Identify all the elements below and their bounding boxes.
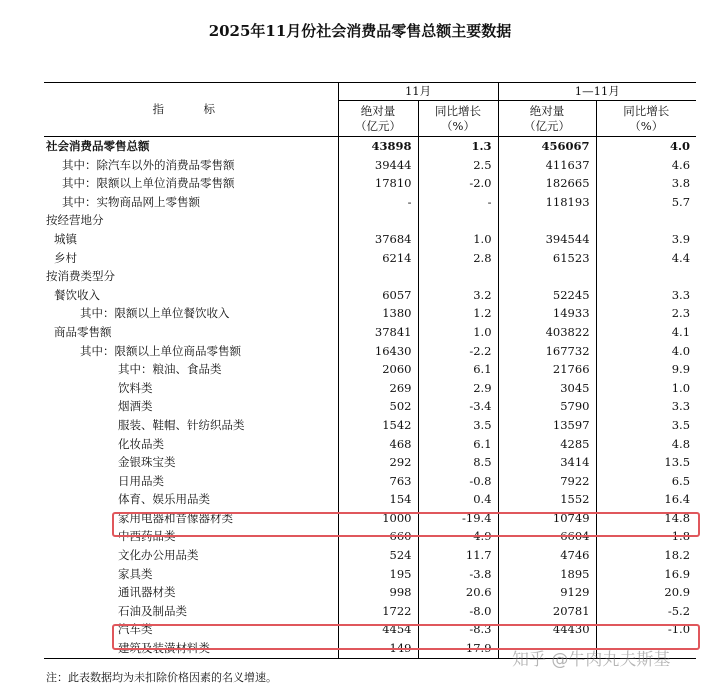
footnote: 注：此表数据均为未扣除价格因素的名义增速。	[46, 671, 277, 684]
ytd-abs-cell: 411637	[498, 156, 596, 175]
month-yoy-cell: 1.3	[418, 137, 498, 156]
row-label: 其中：限额以上单位消费品零售额	[62, 176, 235, 191]
ytd-abs-cell: 1552	[498, 490, 596, 509]
month-abs-cell: 149	[338, 639, 418, 658]
ytd-abs-cell: 167732	[498, 342, 596, 361]
indicator-header: 指 标	[44, 83, 338, 137]
ytd-abs-cell: 3045	[498, 379, 596, 398]
ytd-abs-cell: 9129	[498, 583, 596, 602]
ytd-yoy-cell: 13.5	[596, 453, 696, 472]
ytd-abs-cell: 3414	[498, 453, 596, 472]
month-yoy-cell: 8.5	[418, 453, 498, 472]
month-group-header: 11月	[338, 83, 498, 101]
table-row	[44, 453, 696, 472]
table-row	[44, 416, 696, 435]
month-yoy-cell: 2.9	[418, 379, 498, 398]
month-abs-header: 绝对量 （亿元）	[338, 101, 418, 137]
month-abs-cell: 154	[338, 490, 418, 509]
ytd-abs-cell: 13597	[498, 416, 596, 435]
row-label: 其中：限额以上单位餐饮收入	[80, 306, 230, 321]
row-label: 城镇	[54, 231, 77, 246]
table-row	[44, 156, 696, 175]
month-yoy-cell: -0.8	[418, 472, 498, 491]
table-row	[44, 583, 696, 602]
table-row	[44, 286, 696, 305]
table-row	[44, 267, 696, 286]
row-label: 其中：除汽车以外的消费品零售额	[62, 157, 235, 172]
table-row	[44, 490, 696, 509]
month-abs-cell: 660	[338, 527, 418, 546]
row-label: 饮料类	[118, 380, 153, 395]
month-abs-cell: 763	[338, 472, 418, 491]
row-label: 家具类	[118, 566, 153, 581]
month-yoy-cell: -3.4	[418, 397, 498, 416]
table-row	[44, 527, 696, 546]
month-yoy-cell: -8.3	[418, 620, 498, 639]
month-abs-cell: 4454	[338, 620, 418, 639]
row-label: 餐饮收入	[54, 287, 100, 302]
ytd-yoy-cell: 20.9	[596, 583, 696, 602]
ytd-yoy-cell: 3.3	[596, 397, 696, 416]
row-label: 日用品类	[118, 473, 164, 488]
row-label: 按消费类型分	[46, 269, 115, 284]
ytd-abs-cell: 6604	[498, 527, 596, 546]
table-row	[44, 360, 696, 379]
table-row	[44, 472, 696, 491]
table-row	[44, 546, 696, 565]
ytd-abs-header: 绝对量 （亿元）	[498, 101, 596, 137]
month-abs-cell: 1380	[338, 304, 418, 323]
ytd-yoy-cell: -1.0	[596, 620, 696, 639]
month-abs-cell: 292	[338, 453, 418, 472]
table-row	[44, 397, 696, 416]
row-label: 家用电器和音像器材类	[118, 510, 233, 525]
row-label: 通讯器材类	[118, 585, 176, 600]
month-yoy-cell: -3.8	[418, 565, 498, 584]
ytd-abs-cell: 118193	[498, 193, 596, 212]
ytd-abs-cell: 44430	[498, 620, 596, 639]
month-abs-cell: 16430	[338, 342, 418, 361]
month-yoy-cell	[418, 211, 498, 230]
ytd-abs-cell: 52245	[498, 286, 596, 305]
ytd-yoy-cell: 3.9	[596, 230, 696, 249]
month-yoy-header: 同比增长 （%）	[418, 101, 498, 137]
month-abs-cell: 43898	[338, 137, 418, 156]
ytd-abs-cell: 1895	[498, 565, 596, 584]
row-label: 按经营地分	[46, 213, 104, 228]
table-row	[44, 435, 696, 454]
month-abs-cell: 468	[338, 435, 418, 454]
row-label: 金银珠宝类	[118, 455, 176, 470]
month-abs-cell	[338, 267, 418, 286]
row-label: 石油及制品类	[118, 603, 187, 618]
month-yoy-cell: 1.0	[418, 230, 498, 249]
table-row	[44, 602, 696, 621]
table-row	[44, 174, 696, 193]
row-label: 文化办公用品类	[118, 548, 199, 563]
table-row	[44, 249, 696, 268]
ytd-abs-cell: 4285	[498, 435, 596, 454]
row-label: 化妆品类	[118, 436, 164, 451]
ytd-yoy-cell: 4.4	[596, 249, 696, 268]
ytd-group-header: 1—11月	[498, 83, 696, 101]
month-abs-cell: 1722	[338, 602, 418, 621]
row-label: 其中：限额以上单位商品零售额	[80, 343, 241, 358]
ytd-abs-cell: 10749	[498, 509, 596, 528]
ytd-abs-cell: 456067	[498, 137, 596, 156]
month-yoy-cell: 20.6	[418, 583, 498, 602]
month-yoy-cell: 1.2	[418, 304, 498, 323]
ytd-yoy-cell: 6.5	[596, 472, 696, 491]
ytd-yoy-cell: 16.4	[596, 490, 696, 509]
page-title: 2025年11月份社会消费品零售总额主要数据	[208, 22, 512, 40]
month-abs-cell: 2060	[338, 360, 418, 379]
month-yoy-cell: 2.8	[418, 249, 498, 268]
ytd-abs-cell: 182665	[498, 174, 596, 193]
row-label: 烟酒类	[118, 399, 153, 414]
row-label: 社会消费品零售总额	[46, 139, 150, 153]
month-abs-cell: 39444	[338, 156, 418, 175]
row-label: 服装、鞋帽、针纺织品类	[118, 417, 245, 432]
month-abs-cell: 502	[338, 397, 418, 416]
ytd-yoy-cell: 3.5	[596, 416, 696, 435]
month-abs-cell: 1000	[338, 509, 418, 528]
month-yoy-cell: -	[418, 193, 498, 212]
ytd-yoy-cell: 4.1	[596, 323, 696, 342]
table-row	[44, 137, 696, 156]
table-row	[44, 379, 696, 398]
ytd-abs-cell	[498, 267, 596, 286]
month-yoy-cell: -8.0	[418, 602, 498, 621]
ytd-yoy-cell: 4.6	[596, 156, 696, 175]
ytd-abs-cell: 61523	[498, 249, 596, 268]
ytd-yoy-cell: 16.9	[596, 565, 696, 584]
row-label: 体育、娱乐用品类	[118, 492, 210, 507]
ytd-abs-cell: 403822	[498, 323, 596, 342]
ytd-yoy-cell: 1.8	[596, 527, 696, 546]
month-yoy-cell	[418, 267, 498, 286]
ytd-abs-cell: 4746	[498, 546, 596, 565]
table-row	[44, 509, 696, 528]
month-yoy-cell: -19.4	[418, 509, 498, 528]
table-row	[44, 230, 696, 249]
retail-sales-table	[44, 82, 696, 659]
table-row	[44, 620, 696, 639]
month-abs-cell: 6057	[338, 286, 418, 305]
ytd-abs-cell: 394544	[498, 230, 596, 249]
row-label: 商品零售额	[54, 324, 112, 339]
row-label: 建筑及装潢材料类	[44, 639, 338, 658]
watermark: 知乎 @牛肉丸夫斯基	[512, 650, 671, 670]
ytd-yoy-cell: 14.8	[596, 509, 696, 528]
ytd-yoy-cell: 4.0	[596, 342, 696, 361]
table-row	[44, 565, 696, 584]
month-abs-cell: 998	[338, 583, 418, 602]
ytd-yoy-cell: 1.0	[596, 379, 696, 398]
ytd-yoy-header: 同比增长 （%）	[596, 101, 696, 137]
month-yoy-cell: 0.4	[418, 490, 498, 509]
month-yoy-cell: 4.9	[418, 527, 498, 546]
ytd-abs-cell: 7922	[498, 472, 596, 491]
ytd-abs-cell: 20781	[498, 602, 596, 621]
row-label: 汽车类	[118, 622, 153, 637]
month-yoy-cell: 1.0	[418, 323, 498, 342]
row-label: 其中：实物商品网上零售额	[62, 194, 200, 209]
month-yoy-cell: 6.1	[418, 360, 498, 379]
ytd-yoy-cell: 4.0	[596, 137, 696, 156]
month-abs-cell: 37684	[338, 230, 418, 249]
month-yoy-cell: 2.5	[418, 156, 498, 175]
ytd-abs-cell	[498, 211, 596, 230]
table-row	[44, 304, 696, 323]
table-row	[44, 342, 696, 361]
ytd-abs-cell: 5790	[498, 397, 596, 416]
table-row	[44, 193, 696, 212]
ytd-yoy-cell: 5.7	[596, 193, 696, 212]
month-abs-cell: 17810	[338, 174, 418, 193]
ytd-abs-cell: 21766	[498, 360, 596, 379]
row-label: 其中：粮油、食品类	[118, 362, 222, 377]
month-yoy-cell: -2.0	[418, 174, 498, 193]
month-abs-cell: 524	[338, 546, 418, 565]
ytd-yoy-cell: 2.3	[596, 304, 696, 323]
month-yoy-cell: 6.1	[418, 435, 498, 454]
ytd-abs-cell: 14933	[498, 304, 596, 323]
month-yoy-cell: -17.9	[418, 639, 498, 658]
month-abs-cell: 195	[338, 565, 418, 584]
month-abs-cell: 6214	[338, 249, 418, 268]
ytd-yoy-cell	[596, 211, 696, 230]
row-label: 乡村	[54, 250, 77, 265]
month-abs-cell: 269	[338, 379, 418, 398]
ytd-yoy-cell: 9.9	[596, 360, 696, 379]
month-abs-cell: 37841	[338, 323, 418, 342]
ytd-yoy-cell: 4.8	[596, 435, 696, 454]
ytd-yoy-cell	[596, 267, 696, 286]
month-yoy-cell: 3.5	[418, 416, 498, 435]
table-row	[44, 323, 696, 342]
table-row	[44, 211, 696, 230]
month-abs-cell: 1542	[338, 416, 418, 435]
ytd-yoy-cell: 3.8	[596, 174, 696, 193]
month-yoy-cell: -2.2	[418, 342, 498, 361]
month-abs-cell: -	[338, 193, 418, 212]
row-label: 中西药品类	[118, 529, 176, 544]
month-abs-cell	[338, 211, 418, 230]
month-yoy-cell: 3.2	[418, 286, 498, 305]
month-yoy-cell: 11.7	[418, 546, 498, 565]
ytd-yoy-cell: -5.2	[596, 602, 696, 621]
ytd-yoy-cell: 18.2	[596, 546, 696, 565]
ytd-yoy-cell: 3.3	[596, 286, 696, 305]
